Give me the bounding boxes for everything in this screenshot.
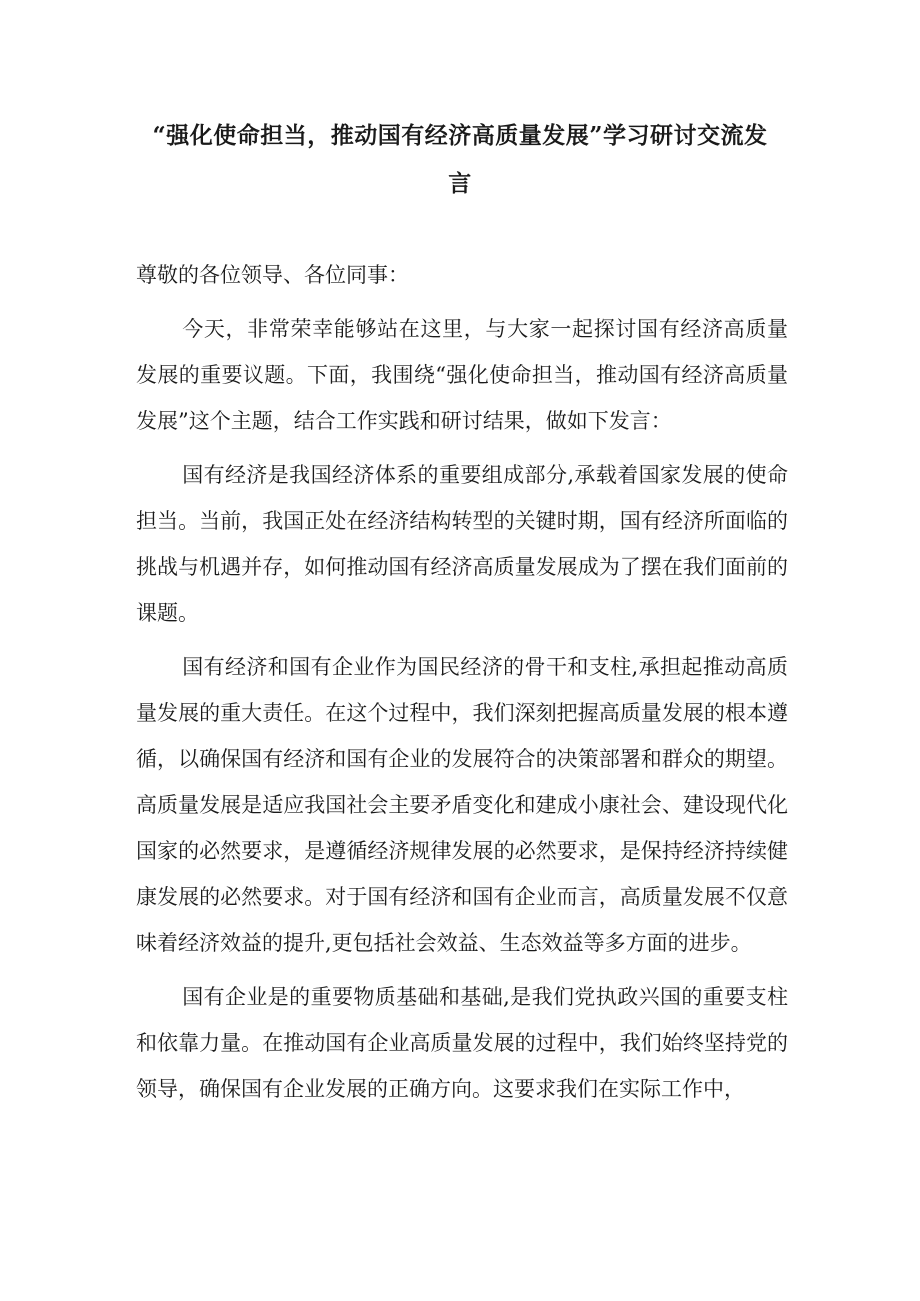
paragraph-2: 国有经济是我国经济体系的重要组成部分,承载着国家发展的使命担当。当前，我国正处在经济结构转型的关键时期，国有经济所面临的挑战与机遇并存，如何推动国有经济高质量发展成为了摆在我们面前的课题。 <box>136 463 788 625</box>
paragraph-4: 国有企业是的重要物质基础和基础,是我们党执政兴国的重要支柱和依靠力量。在推动国有企业高质量发展的过程中，我们始终坚持党的领导，确保国有企业发展的正确方向。这要求我们在实际工作中， <box>136 985 788 1101</box>
paragraph-3: 国有经济和国有企业作为国民经济的骨干和支柱,承担起推动高质量发展的重大责任。在这个过程中，我们深刻把握高质量发展的根本遵循，以确保国有经济和国有企业的发展符合的决策部署和群众的期望。高质量发展是适应我国社会主要矛盾变化和建成小康社会、建设现代化国家的必然要求，是遵循经济规律发展的必然要求，是保持经济持续健康发展的必然要求。对于国有经济和国有企业而言，高质量发展不仅意味着经济效益的提升,更包括社会效益、生态效益等多方面的进步。 <box>136 655 788 955</box>
salutation: 尊敬的各位领导、各位同事： <box>136 263 409 287</box>
title-line-1: “强化使命担当，推动国有经济高质量发展”学习研讨交流发 <box>152 122 768 149</box>
document-title <box>130 112 790 208</box>
paragraph-1: 今天，非常荣幸能够站在这里，与大家一起探讨国有经济高质量发展的重要议题。下面，我围绕“强化使命担当，推动国有经济高质量发展”这个主题，结合工作实践和研讨结果，做如下发言： <box>136 317 788 433</box>
document-body <box>136 252 788 1120</box>
title-line-2: 言 <box>448 170 472 197</box>
